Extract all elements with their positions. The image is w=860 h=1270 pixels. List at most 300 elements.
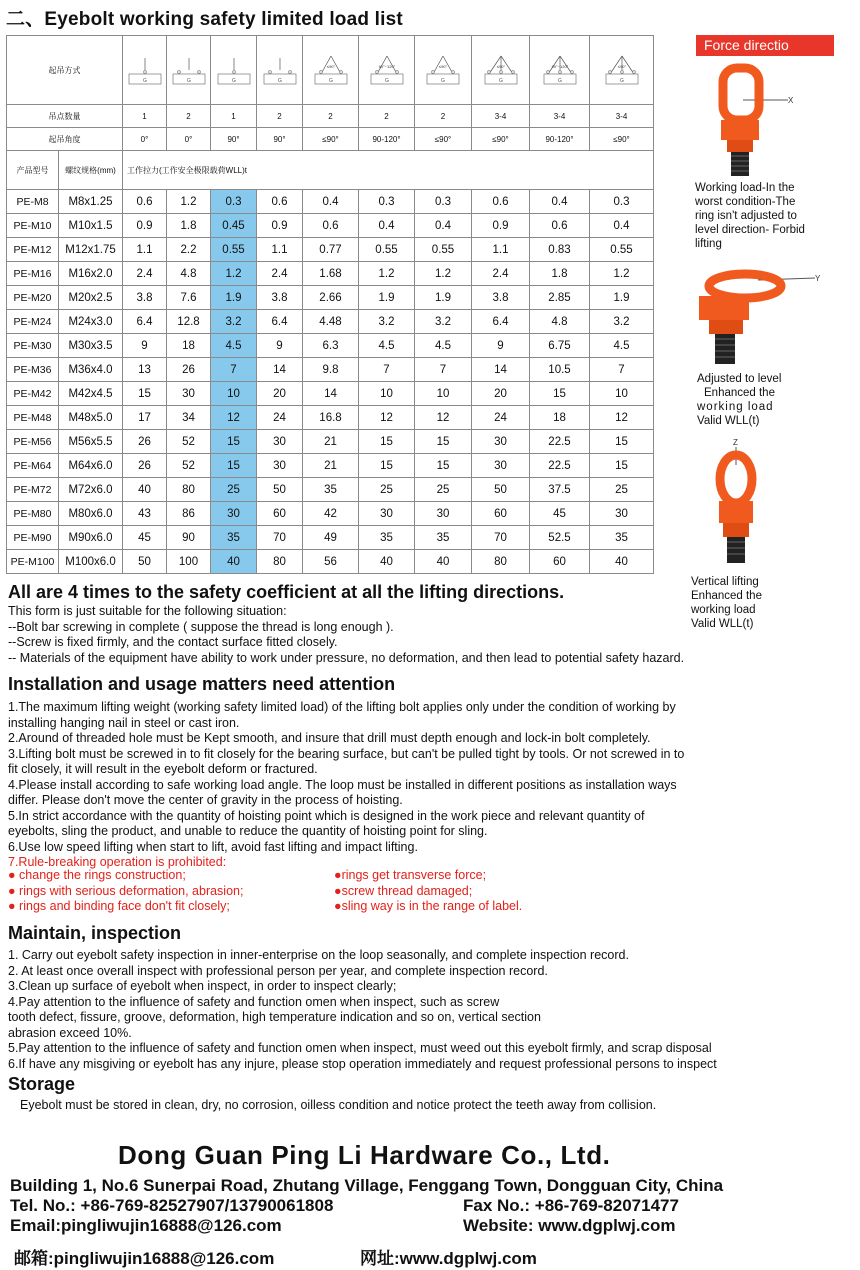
wll-value-cell: 12 [415,406,472,430]
wll-table [6,35,654,574]
wll-value-cell: 0.55 [359,238,415,262]
wll-value-cell: 18 [530,406,590,430]
wll-value-cell: 0.3 [590,190,654,214]
lift-diagram-icon [481,50,521,90]
wll-value-cell: 30 [590,502,654,526]
company-email-cn[interactable]: 邮箱:pingliwujin16888@126.com [14,1249,275,1268]
wll-value-cell: 10 [359,382,415,406]
thread-header: 螺纹规格(mm) [59,151,123,190]
company-email[interactable]: Email:pingliwujin16888@126.com [10,1216,282,1235]
wll-value-cell: 35 [211,526,257,550]
model-cell: PE-M10 [7,214,59,238]
wll-value-cell: 45 [123,526,167,550]
wll-value-cell: 15 [590,454,654,478]
lift-load-label: G [498,78,503,84]
wll-value-cell: 12.8 [167,310,211,334]
wll-value-cell: 50 [257,478,303,502]
wll-value-cell: 0.9 [472,214,530,238]
wll-value-cell: 22.5 [530,454,590,478]
wll-value-cell: 15 [359,430,415,454]
wll-value-cell: 2.2 [167,238,211,262]
wll-value-cell: 0.55 [590,238,654,262]
table-row [7,190,654,214]
wll-value-cell: 12 [211,406,257,430]
wll-value-cell: 1.68 [303,262,359,286]
lift-diagram-8 [472,36,530,105]
model-cell: PE-M36 [7,358,59,382]
wll-value-cell: 0.3 [415,190,472,214]
wll-value-cell: 4.8 [530,310,590,334]
thread-cell: M16x2.0 [59,262,123,286]
angle-cell: ≤90° [472,128,530,151]
table-row [7,310,654,334]
wll-value-cell: 6.75 [530,334,590,358]
wll-value-cell: 15 [123,382,167,406]
wll-value-cell: 25 [590,478,654,502]
wll-value-cell: 1.8 [530,262,590,286]
wll-value-cell: 70 [257,526,303,550]
table-row [7,358,654,382]
model-cell: PE-M24 [7,310,59,334]
wll-value-cell: 9 [123,334,167,358]
wll-value-cell: 0.6 [530,214,590,238]
points-label: 吊点数量 [7,105,123,128]
model-cell: PE-M80 [7,502,59,526]
wll-value-cell: 15 [211,430,257,454]
wll-value-cell: 52.5 [530,526,590,550]
table-row [7,286,654,310]
angle-cell: 0° [123,128,167,151]
table-row [7,502,654,526]
wll-value-cell: 16.8 [303,406,359,430]
lift-load-label: G [619,78,624,84]
wll-value-cell: 7 [211,358,257,382]
wll-value-cell: 30 [359,502,415,526]
wll-value-cell: 24 [257,406,303,430]
thread-cell: M42x4.5 [59,382,123,406]
force-direction-label: Force directio [696,35,834,56]
thread-cell: M8x1.25 [59,190,123,214]
wll-value-cell: 0.4 [359,214,415,238]
wll-value-cell: 10 [415,382,472,406]
svg-text:X: X [788,96,794,105]
thread-cell: M48x5.0 [59,406,123,430]
wll-value-cell: 3.2 [590,310,654,334]
wll-value-cell: 2.4 [123,262,167,286]
wll-value-cell: 6.4 [472,310,530,334]
model-cell: PE-M48 [7,406,59,430]
wll-value-cell: 25 [211,478,257,502]
angle-cell: 0° [167,128,211,151]
wll-value-cell: 52 [167,454,211,478]
lift-diagram-7 [415,36,472,105]
wll-value-cell: 0.83 [530,238,590,262]
lift-load-label: G [557,78,562,84]
wll-value-cell: 1.2 [359,262,415,286]
eyebolt-z-direction-image [693,435,793,565]
wll-value-cell: 40 [590,550,654,574]
lift-load-label: G [142,78,147,84]
wll-value-cell: 4.5 [211,334,257,358]
model-cell: PE-M90 [7,526,59,550]
wll-value-cell: 7.6 [167,286,211,310]
table-row [7,262,654,286]
model-cell: PE-M30 [7,334,59,358]
thread-cell: M90x6.0 [59,526,123,550]
wll-value-cell: 56 [303,550,359,574]
wll-value-cell: 12 [359,406,415,430]
wll-value-cell: 14 [472,358,530,382]
wll-value-cell: 0.55 [415,238,472,262]
model-cell: PE-M72 [7,478,59,502]
lift-load-label: G [441,78,445,84]
wll-value-cell: 3.2 [359,310,415,334]
wll-value-cell: 4.5 [359,334,415,358]
wll-value-cell: 80 [472,550,530,574]
wll-value-cell: 2.4 [472,262,530,286]
model-cell: PE-M12 [7,238,59,262]
model-cell: PE-M42 [7,382,59,406]
wll-value-cell: 1.2 [167,190,211,214]
wll-value-cell: 30 [167,382,211,406]
installation-list: 1.The maximum lifting weight (working safety limited load) of the lifting bolt applies only under the condition of working by installing hanging nail in steel or cast iron. 2.Around of threaded hole must be Kept smooth, and insure that drill must depth enough and lock-in bolt completely. 3.Lifting bolt must be screwed in to fit closely for the bearing surface, but can't be pulled tight by tools. Or not screwed in to fit closely, it will result in the eyebolt deform or fractured. 4.Please install according to safe working load angle. The loop must be installed in different positions as installation ways differ. Please don't move the center of gravity in the process of hoisting. 5.In strict accordance with the quantity of hoisting point which is designed in the work piece and relevant quantity of eyebolts, sling the product, and unable to reduce the quantity of hoisting point for sling. 6.Use low speed lifting when start to lift, avoid fast lifting and impact lifting. 7.Rule-breaking operation is prohibited: [8,700,685,869]
lift-load-label: G [384,78,389,84]
wll-value-cell: 30 [257,430,303,454]
thread-cell: M56x5.5 [59,430,123,454]
vertical-lifting-note: Vertical lifting Enhanced the working load Valid WLL(t) [691,576,762,630]
thread-cell: M20x2.5 [59,286,123,310]
lift-angle-label: 90°~120° [551,64,568,69]
table-row [7,478,654,502]
wll-value-cell: 17 [123,406,167,430]
angle-cell: ≤90° [590,128,654,151]
model-cell: PE-M16 [7,262,59,286]
table-row [7,406,654,430]
wll-value-cell: 25 [415,478,472,502]
lift-diagram-icon [214,50,254,90]
wll-value-cell: 60 [530,550,590,574]
wll-value-cell: 22.5 [530,430,590,454]
wll-value-cell: 15 [530,382,590,406]
storage-text: Eyebolt must be stored in clean, dry, no corrosion, oilless condition and notice protect the teeth away from collision. [20,1098,657,1112]
table-row [7,382,654,406]
wll-value-cell: 0.9 [123,214,167,238]
company-fax: Fax No.: +86-769-82071477 [463,1196,679,1215]
eyebolt-x-direction-image [693,60,803,178]
wll-value-cell: 42 [303,502,359,526]
lift-diagram-icon [423,50,463,90]
eyebolt-y-direction-image [693,268,823,368]
wll-value-cell: 40 [415,550,472,574]
lift-diagram-icon [169,50,209,90]
wll-value-cell: 100 [167,550,211,574]
wll-value-cell: 18 [167,334,211,358]
thread-cell: M24x3.0 [59,310,123,334]
wll-value-cell: 9 [472,334,530,358]
model-cell: PE-M8 [7,190,59,214]
thread-cell: M64x6.0 [59,454,123,478]
wll-value-cell: 34 [167,406,211,430]
thread-cell: M72x6.0 [59,478,123,502]
wll-value-cell: 3.2 [211,310,257,334]
table-row [7,334,654,358]
maintain-heading: Maintain, inspection [8,923,182,943]
angle-cell: 90-120° [530,128,590,151]
wll-value-cell: 0.4 [303,190,359,214]
points-cell: 2 [167,105,211,128]
wll-value-cell: 30 [472,454,530,478]
company-website[interactable]: Website: www.dgplwj.com [463,1216,676,1235]
wll-value-cell: 15 [415,430,472,454]
table-row [7,214,654,238]
wll-value-cell: 60 [257,502,303,526]
wll-value-cell: 4.5 [590,334,654,358]
wll-value-cell: 4.8 [167,262,211,286]
lift-angle-label: ≤90° [438,64,448,69]
points-cell: 2 [303,105,359,128]
lift-load-label: G [277,78,282,84]
wll-value-cell: 0.9 [257,214,303,238]
wll-value-cell: 21 [303,454,359,478]
points-cell: 2 [257,105,303,128]
angle-cell: 90° [257,128,303,151]
wll-value-cell: 0.4 [530,190,590,214]
lift-diagram-icon [125,50,165,90]
lift-diagram-icon [260,50,300,90]
table-row [7,238,654,262]
thread-cell: M10x1.5 [59,214,123,238]
wll-value-cell: 0.6 [303,214,359,238]
installation-heading: Installation and usage matters need attention [8,674,396,694]
lift-angle-label: 90°~120° [378,64,395,69]
company-address: Building 1, No.6 Sunerpai Road, Zhutang Village, Fenggang Town, Dongguan City, China [10,1176,724,1195]
wll-value-cell: 24 [472,406,530,430]
wll-value-cell: 0.4 [590,214,654,238]
company-tel: Tel. No.: +86-769-82527907/13790061808 [10,1196,334,1215]
wll-value-cell: 7 [359,358,415,382]
angle-cell: ≤90° [415,128,472,151]
angle-label: 起吊角度 [7,128,123,151]
angle-cell: ≤90° [303,128,359,151]
lift-angle-label: ≤90° [617,64,626,69]
wll-value-cell: 26 [123,454,167,478]
wll-value-cell: 9.8 [303,358,359,382]
lift-load-label: G [186,78,191,84]
wll-value-cell: 35 [590,526,654,550]
wll-value-cell: 35 [303,478,359,502]
lift-load-label: G [328,78,333,84]
wll-value-cell: 3.8 [123,286,167,310]
wll-value-cell: 3.2 [415,310,472,334]
wll-value-cell: 0.77 [303,238,359,262]
company-name: Dong Guan Ping Li Hardware Co., Ltd. [118,1140,611,1170]
points-cell: 2 [359,105,415,128]
wll-value-cell: 20 [257,382,303,406]
wll-caption: 工作拉力(工作安全极限载荷WLL)t [123,151,654,190]
wll-value-cell: 43 [123,502,167,526]
wll-value-cell: 12 [590,406,654,430]
wll-value-cell: 26 [167,358,211,382]
wll-value-cell: 1.2 [211,262,257,286]
points-cell: 3-4 [530,105,590,128]
wll-value-cell: 2.85 [530,286,590,310]
wll-value-cell: 3.8 [257,286,303,310]
lift-angle-label: ≤90° [326,64,335,69]
wll-value-cell: 1.9 [415,286,472,310]
thread-cell: M12x1.75 [59,238,123,262]
maintain-list: 1. Carry out eyebolt safety inspection in inner-enterprise on the loop seasonally, and complete inspection record. 2. At least once overall inspect with professional person per year, and complete inspection record. 3.Clean up surface of eyebolt when inspect, in order to inspect clearly; 4.Pay attention to the influence of safety and function omen when inspect, such as screw tooth defect, fissure, groove, deformation, high temperature indication and so on, vertical section abrasion exceed 10%. 5.Pay attention to the influence of safety and function omen when inspect, must weed out this eyebolt firmly, and scrap disposal 6.If have any misgiving or eyebolt has any injure, please stop operation immediately and request professional persons to inspect [8,948,717,1071]
situation-text: This form is just suitable for the following situation: --Bolt bar screwing in complete ( suppose the thread is long enough ). --Screw is fixed firmly, and the contact surface fitted closely. -- Materials of the equipment have ability to work under pressure, no deformation, and then lead to potential safety hazard. [8,604,685,665]
wll-value-cell: 7 [415,358,472,382]
wll-value-cell: 1.2 [590,262,654,286]
wll-value-cell: 1.1 [257,238,303,262]
wll-value-cell: 1.9 [211,286,257,310]
lift-diagram-3 [211,36,257,105]
wll-value-cell: 0.55 [211,238,257,262]
lift-diagram-icon [367,50,407,90]
wll-value-cell: 13 [123,358,167,382]
page-title: 二、Eyebolt working safety limited load list [6,9,403,30]
wll-value-cell: 50 [123,550,167,574]
lift-diagram-icon [540,50,580,90]
thread-cell: M100x6.0 [59,550,123,574]
wll-value-cell: 15 [359,454,415,478]
points-cell: 3-4 [590,105,654,128]
wll-value-cell: 49 [303,526,359,550]
wll-value-cell: 25 [359,478,415,502]
table-row [7,526,654,550]
points-cell: 1 [123,105,167,128]
thread-cell: M30x3.5 [59,334,123,358]
wll-value-cell: 45 [530,502,590,526]
wll-value-cell: 15 [590,430,654,454]
lift-diagram-2 [167,36,211,105]
wll-value-cell: 0.6 [123,190,167,214]
wll-value-cell: 0.45 [211,214,257,238]
lift-diagram-9 [530,36,590,105]
points-cell: 1 [211,105,257,128]
wll-value-cell: 1.1 [123,238,167,262]
table-row [7,430,654,454]
wll-value-cell: 0.6 [257,190,303,214]
wll-value-cell: 2.4 [257,262,303,286]
rules-right: ●rings get transverse force; ●screw thread damaged; ●sling way is in the range of label. [334,868,523,913]
wll-value-cell: 86 [167,502,211,526]
wll-value-cell: 30 [415,502,472,526]
model-cell: PE-M56 [7,430,59,454]
wll-value-cell: 1.2 [415,262,472,286]
lift-diagram-4 [257,36,303,105]
lift-diagram-10 [590,36,654,105]
wll-value-cell: 6.4 [123,310,167,334]
wll-value-cell: 26 [123,430,167,454]
rule-heading: 7.Rule-breaking operation is prohibited: [8,855,227,869]
wll-value-cell: 21 [303,430,359,454]
wll-value-cell: 10 [590,382,654,406]
lift-diagram-icon [311,50,351,90]
adjusted-level-note: Adjusted to level Enhanced the working load Valid WLL(t) [697,373,782,427]
wll-value-cell: 0.3 [359,190,415,214]
lift-load-label: G [231,78,236,84]
model-cell: PE-M100 [7,550,59,574]
wll-value-cell: 14 [303,382,359,406]
points-cell: 3-4 [472,105,530,128]
wll-value-cell: 80 [167,478,211,502]
lift-angle-label: ≤90° [496,64,505,69]
wll-value-cell: 4.48 [303,310,359,334]
thread-cell: M36x4.0 [59,358,123,382]
wll-value-cell: 14 [257,358,303,382]
wll-value-cell: 35 [415,526,472,550]
wll-value-cell: 90 [167,526,211,550]
wll-value-cell: 37.5 [530,478,590,502]
wll-value-cell: 0.6 [472,190,530,214]
lift-diagram-5 [303,36,359,105]
model-header: 产品型号 [7,151,59,190]
wll-value-cell: 30 [257,454,303,478]
wll-value-cell: 7 [590,358,654,382]
wll-value-cell: 4.5 [415,334,472,358]
wll-value-cell: 15 [415,454,472,478]
angle-cell: 90° [211,128,257,151]
wll-value-cell: 6.4 [257,310,303,334]
lift-diagram-icon [602,50,642,90]
wll-value-cell: 70 [472,526,530,550]
model-cell: PE-M20 [7,286,59,310]
wll-value-cell: 30 [472,430,530,454]
working-load-note: Working load-In the worst condition-The ring isn't adjusted to level direction- Forbid lifting [695,182,805,250]
thread-cell: M80x6.0 [59,502,123,526]
storage-heading: Storage [8,1074,76,1094]
lift-diagram-1 [123,36,167,105]
svg-text:Z: Z [733,438,738,447]
wll-value-cell: 52 [167,430,211,454]
model-cell: PE-M64 [7,454,59,478]
wll-value-cell: 40 [359,550,415,574]
angle-cell: 90-120° [359,128,415,151]
lift-diagram-6 [359,36,415,105]
wll-value-cell: 10.5 [530,358,590,382]
table-row [7,550,654,574]
company-website-cn[interactable]: 网址:www.dgplwj.com [360,1249,537,1268]
wll-value-cell: 0.3 [211,190,257,214]
wll-value-cell: 60 [472,502,530,526]
wll-value-cell: 1.9 [590,286,654,310]
wll-value-cell: 6.3 [303,334,359,358]
wll-value-cell: 40 [211,550,257,574]
wll-value-cell: 2.66 [303,286,359,310]
wll-value-cell: 40 [123,478,167,502]
wll-value-cell: 10 [211,382,257,406]
rules-left: ● change the rings construction; ● rings with serious deformation, abrasion; ● rings and binding face don't fit closely; [8,868,244,913]
table-row [7,454,654,478]
wll-value-cell: 9 [257,334,303,358]
wll-value-cell: 20 [472,382,530,406]
wll-value-cell: 0.4 [415,214,472,238]
points-cell: 2 [415,105,472,128]
wll-value-cell: 3.8 [472,286,530,310]
wll-value-cell: 1.9 [359,286,415,310]
wll-value-cell: 1.8 [167,214,211,238]
wll-value-cell: 80 [257,550,303,574]
wll-value-cell: 35 [359,526,415,550]
wll-value-cell: 15 [211,454,257,478]
svg-text:Y: Y [815,274,821,283]
wll-value-cell: 50 [472,478,530,502]
coefficient-heading: All are 4 times to the safety coefficient at all the lifting directions. [8,582,565,602]
wll-value-cell: 30 [211,502,257,526]
method-label: 起吊方式 [7,36,123,105]
